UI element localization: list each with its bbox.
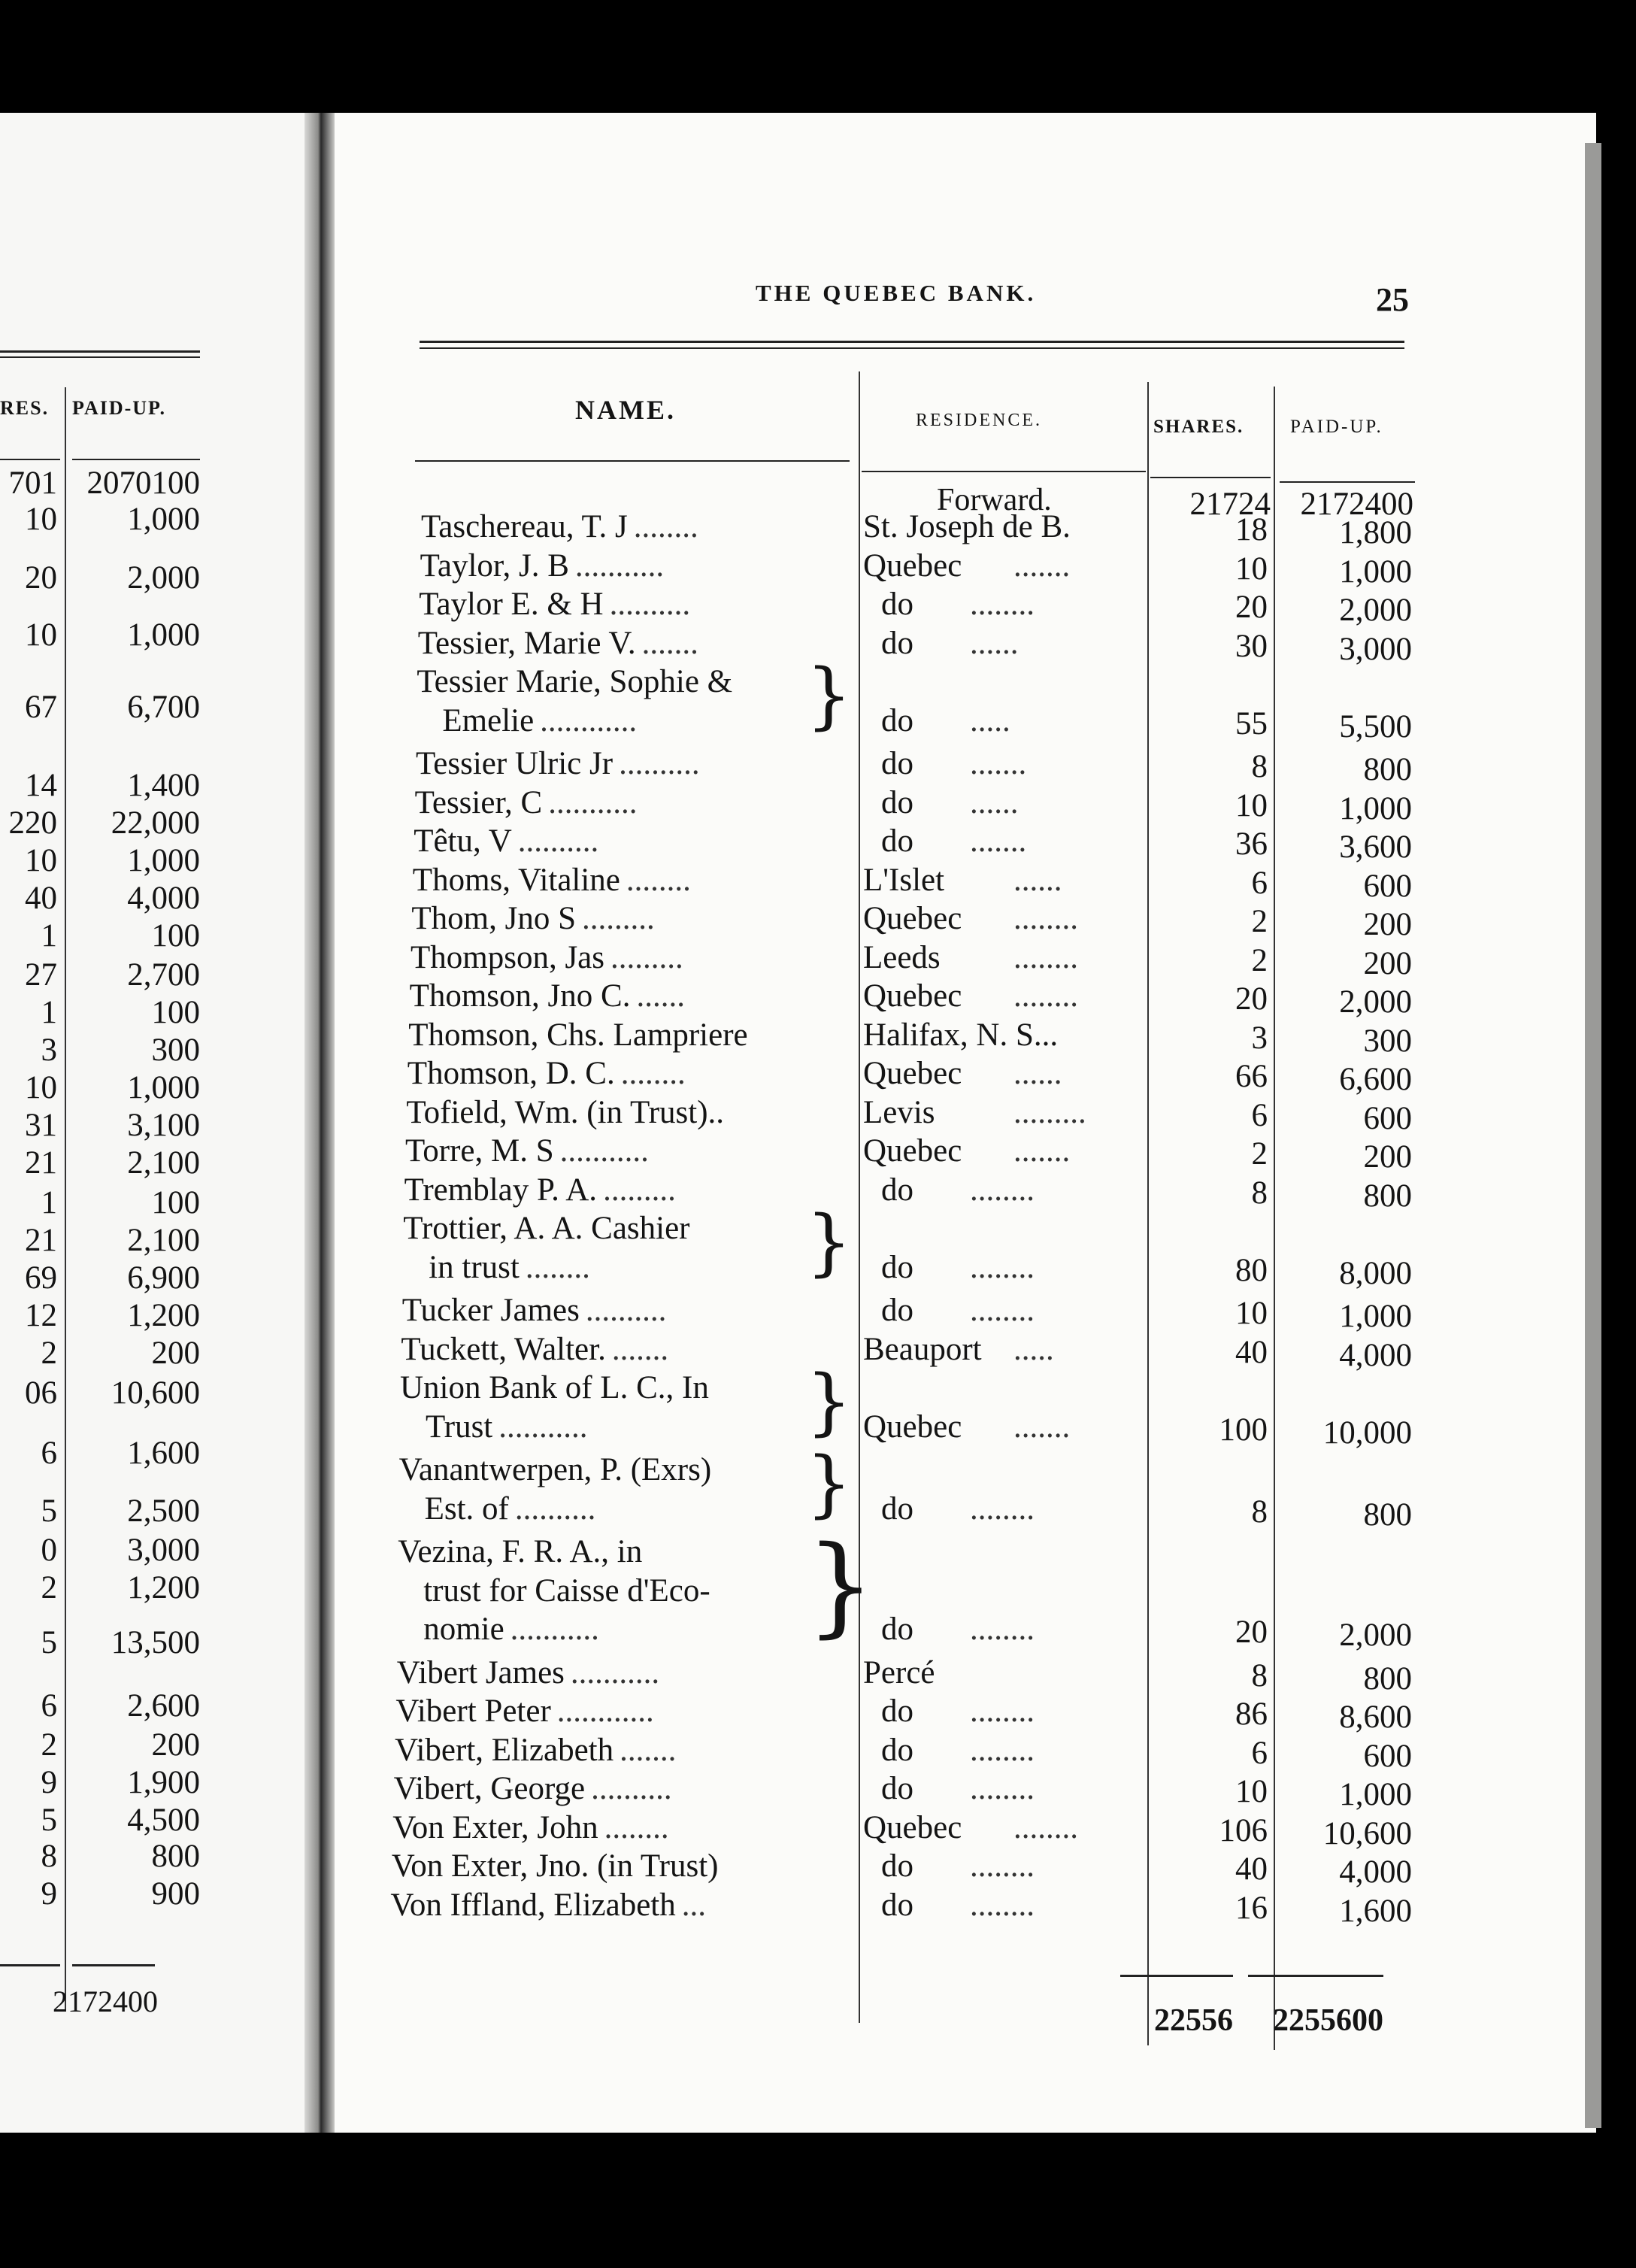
left-paid-cell: 3,000 [127,1533,200,1568]
left-shares-cell: 9 [41,1876,57,1912]
entry-residence: do [881,1612,913,1647]
total-shares: 22556 [1154,2003,1233,2038]
entry-shares: 55 [1235,705,1268,741]
residence-leader-dots: ........ [1013,1809,1078,1845]
residence-leader-dots: ......... [1013,1094,1086,1130]
leader-dots: ...... [636,978,685,1014]
entry-name: Vanantwerpen, P. (Exrs) [398,1452,712,1487]
leader-dots: ........ [626,862,691,898]
entry-paid-up: 600 [1363,1100,1412,1136]
entry-name-cont: nomie [423,1612,504,1647]
shares-header-rule [1150,477,1271,478]
left-shares-cell: 1 [41,918,57,954]
entry-paid-up: 200 [1363,1139,1412,1175]
left-header-rule-a [0,459,60,460]
left-shares-cell: 31 [25,1108,57,1143]
shares-divider [1147,382,1149,2045]
entry-name: Vibert, George [393,1771,586,1806]
left-shares-cell: 10 [25,617,57,653]
entry-name: Tessier Ulric Jr [416,746,614,781]
entry-shares: 8 [1251,749,1268,784]
entry-paid-up: 200 [1363,907,1412,942]
entry-name: Taschereau, T. J [421,509,628,544]
entry-name: Thomson, D. C. [407,1056,615,1091]
residence-leader-dots: ........ [970,1887,1035,1923]
entry-paid-up: 2,000 [1339,1618,1412,1653]
left-shares-cell: 1 [41,995,57,1030]
entry-paid-up: 200 [1363,945,1412,981]
entry-name: Trottier, A. A. Cashier [403,1211,690,1246]
left-total-rule-b [72,1964,155,1966]
leader-dots: ........... [498,1408,588,1445]
residence-leader-dots: ........ [970,1612,1035,1647]
left-shares-cell: 701 [8,465,57,501]
book-gutter [304,113,335,2133]
left-header-rule-b [72,459,200,460]
left-shares-cell: 20 [25,560,57,596]
entry-shares: 20 [1235,590,1268,625]
left-shares-cell: 2 [41,1570,57,1605]
leader-dots: ....... [611,1331,669,1367]
entry-name-cont: in trust [429,1249,520,1285]
entry-residence: Quebec [863,547,962,584]
left-shares-cell: 2 [41,1727,57,1763]
forward-shares: 21724 [1189,487,1271,522]
left-paid-cell: 1,400 [127,768,200,803]
entry-name: Tessier, Marie V. [417,625,636,661]
entry-residence: Quebec [863,901,962,936]
entry-shares: 16 [1235,1890,1268,1926]
entry-residence: Quebec [863,1133,962,1169]
entry-residence: do [881,1693,913,1729]
left-paid-cell: 2,100 [127,1223,200,1258]
left-shares-cell: 5 [41,1803,57,1838]
leader-dots: ........... [510,1612,599,1647]
entry-residence: Beauport [863,1331,982,1367]
header-paid-up: PAID-UP. [1290,417,1383,437]
entry-residence: Levis [863,1094,935,1130]
left-paid-cell: 800 [151,1839,200,1874]
left-paid-cell: 2,700 [127,957,200,993]
residence-leader-dots: ....... [1013,1408,1071,1445]
leader-dots: ........... [559,1133,649,1169]
entry-name: Tofield, Wm. (in Trust).. [406,1094,725,1130]
residence-leader-dots: ........ [1013,978,1078,1014]
entry-shares: 10 [1235,550,1268,587]
entry-name: Thompson, Jas [411,939,604,975]
left-shares-cell: 21 [25,1145,57,1181]
left-shares-cell: 6 [41,1688,57,1724]
left-total-rule-a [0,1964,60,1966]
entry-shares: 20 [1235,981,1268,1017]
left-paid-cell: 100 [151,1185,200,1220]
entry-paid-up: 800 [1363,1178,1412,1214]
entry-paid-up: 8,000 [1339,1255,1412,1291]
left-shares-cell: 12 [25,1298,57,1333]
paid-divider [1274,387,1275,2050]
residence-leader-dots: ...... [970,625,1019,661]
entry-shares: 6 [1251,1097,1268,1133]
entry-shares: 8 [1251,1175,1268,1211]
total-paid-up: 2255600 [1273,2003,1383,2038]
leader-dots: ......... [582,901,655,936]
left-column-divider [65,387,66,2012]
entry-name: Taylor, J. B [420,547,569,584]
page-edge [1585,143,1601,2128]
entry-name: Vezina, F. R. A., in [398,1534,643,1569]
entry-shares: 40 [1235,1334,1268,1370]
leader-dots: .......... [514,1490,596,1527]
entry-shares: 3 [1251,1020,1268,1056]
running-head: THE QUEBEC BANK. [756,280,1037,306]
left-paid-cell: 6,700 [127,690,200,725]
leader-dots: .......... [591,1771,672,1806]
left-shares-cell: 21 [25,1223,57,1258]
entry-name: Tucker James [401,1293,580,1328]
leader-dots: ............ [556,1693,654,1729]
leader-dots: ....... [641,625,698,661]
left-paid-cell: 4,500 [127,1803,200,1838]
entry-paid-up: 3,600 [1339,829,1412,865]
left-shares-cell: 2 [41,1336,57,1371]
entry-shares: 6 [1251,1735,1268,1771]
residence-divider [859,371,860,2023]
leader-dots: .......... [609,587,691,622]
entry-name: Union Bank of L. C., In [400,1370,709,1405]
residence-leader-dots: ....... [1013,547,1071,584]
entry-shares: 8 [1251,1657,1268,1693]
leader-dots: ........ [633,509,698,544]
paid-header-rule [1280,481,1415,483]
entry-paid-up: 8,600 [1339,1699,1412,1735]
entry-paid-up: 1,600 [1339,1893,1412,1929]
entry-name: Von Iffland, Elizabeth [390,1887,676,1923]
entry-name: Vibert Peter [395,1693,551,1729]
entry-name-cont: trust for Caisse d'Eco- [423,1572,710,1609]
entry-paid-up: 1,800 [1339,515,1412,550]
entry-paid-up: 800 [1363,752,1412,787]
left-paid-cell: 1,000 [127,617,200,653]
brace: } [806,1522,875,1648]
residence-leader-dots: ........ [970,587,1035,622]
leader-dots: ......... [610,939,683,975]
entry-residence: do [881,1293,913,1328]
entry-paid-up: 4,000 [1339,1337,1412,1373]
residence-leader-dots: ........ [970,1293,1035,1328]
entry-shares: 2 [1251,904,1268,939]
left-header-shares: RES. [0,397,50,419]
residence-leader-dots: ........ [970,1732,1035,1768]
left-total-paid: 2172400 [53,1984,158,2018]
entry-paid-up: 4,000 [1339,1854,1412,1890]
left-shares-cell: 40 [25,881,57,916]
entry-name: Thomson, Chs. Lampriere [408,1017,748,1053]
brace: } [806,653,853,738]
residence-leader-dots: ....... [1013,1133,1071,1169]
left-paid-cell: 1,000 [127,502,200,537]
left-header-paid: PAID-UP. [72,397,167,419]
leader-dots: ......... [603,1172,676,1208]
residence-leader-dots: ...... [1013,862,1062,898]
entry-name: Von Exter, John [392,1809,598,1845]
entry-paid-up: 10,600 [1322,1815,1412,1851]
leader-dots: ........ [620,1056,686,1091]
left-shares-cell: 67 [25,690,57,725]
entry-residence: St. Joseph de B. [863,509,1071,544]
leader-dots: .......... [619,746,700,781]
entry-residence: do [881,1249,913,1285]
leader-dots: ........... [548,784,638,820]
left-paid-cell: 200 [151,1727,200,1763]
entry-residence: do [881,1172,913,1208]
left-top-rule [0,350,200,353]
leader-dots: .......... [585,1293,667,1328]
left-paid-cell: 1,200 [127,1298,200,1333]
entry-residence: do [881,784,913,820]
entry-residence: do [881,746,913,781]
header-residence: RESIDENCE. [916,411,1042,430]
entry-name: Tremblay P. A. [404,1172,598,1208]
left-paid-cell: 2,600 [127,1688,200,1724]
entry-paid-up: 1,000 [1339,1299,1412,1334]
leader-dots: ........... [570,1654,660,1690]
top-rule-2 [420,347,1404,349]
residence-leader-dots: ........ [970,1249,1035,1285]
entry-residence: Quebec [863,1408,962,1445]
residence-leader-dots: ........ [970,1693,1035,1729]
entry-residence: do [881,587,913,622]
entry-residence: Percé [863,1654,935,1690]
left-paid-cell: 13,500 [111,1625,200,1660]
entry-shares: 10 [1235,1296,1268,1331]
residence-leader-dots: ..... [1013,1331,1054,1367]
residence-leader-dots: ........ [970,1490,1035,1527]
left-shares-cell: 14 [25,768,57,803]
entry-shares: 66 [1235,1059,1268,1094]
left-paid-cell: 3,100 [127,1108,200,1143]
left-shares-cell: 6 [41,1436,57,1471]
left-shares-cell: 1 [41,1185,57,1220]
entry-paid-up: 2,000 [1339,984,1412,1020]
entry-paid-up: 300 [1363,1023,1412,1059]
entry-name: Von Exter, Jno. (in Trust) [391,1848,719,1884]
left-paid-cell: 22,000 [111,805,200,841]
entry-residence: do [881,823,913,859]
entry-name: Thomson, Jno C. [409,978,631,1014]
left-paid-cell: 10,600 [111,1375,200,1411]
entry-name: Taylor E. & H [419,587,604,622]
entry-residence: do [881,625,913,661]
left-shares-cell: 5 [41,1625,57,1660]
left-shares-cell: 8 [41,1839,57,1874]
forward-paid-up: 2172400 [1300,487,1413,522]
entry-shares: 20 [1235,1615,1268,1650]
entry-name: Tessier, C [414,784,543,820]
residence-leader-dots: ...... [1013,1056,1062,1091]
left-shares-cell: 69 [25,1260,57,1296]
left-paid-cell: 2,500 [127,1493,200,1529]
entry-paid-up: 1,000 [1339,790,1412,826]
entry-residence: do [881,1771,913,1806]
entry-name: Tuckett, Walter. [401,1331,606,1367]
left-shares-cell: 5 [41,1493,57,1529]
residence-leader-dots: ....... [970,746,1027,781]
entry-paid-up: 5,500 [1339,708,1412,744]
residence-leader-dots: ..... [970,702,1010,738]
entry-residence: Leeds [863,939,941,975]
total-rule-paid [1248,1975,1383,1977]
left-paid-cell: 200 [151,1336,200,1371]
left-paid-cell: 2070100 [86,465,200,501]
left-shares-cell: 10 [25,502,57,537]
entry-name-cont: Est. of [424,1490,509,1527]
residence-header-rule [862,471,1146,472]
entry-shares: 6 [1251,865,1268,901]
entry-shares: 18 [1235,512,1268,547]
left-shares-cell: 10 [25,1070,57,1105]
entry-shares: 10 [1235,787,1268,823]
entry-shares: 2 [1251,1136,1268,1172]
entry-shares: 80 [1235,1252,1268,1288]
left-paid-cell: 1,000 [127,843,200,878]
entry-name-cont: Emelie [442,702,535,738]
entry-residence: Quebec [863,1809,962,1845]
residence-leader-dots: ........ [1013,939,1078,975]
name-header-rule [415,460,850,462]
entry-residence: do [881,702,913,738]
left-paid-cell: 2,100 [127,1145,200,1181]
entry-paid-up: 600 [1363,1738,1412,1774]
leader-dots: ........ [604,1809,669,1845]
entry-name-cont: Trust [426,1408,493,1445]
entry-paid-up: 800 [1363,1660,1412,1696]
entry-shares: 10 [1235,1774,1268,1809]
entry-name: Torre, M. S [405,1133,554,1169]
left-shares-cell: 3 [41,1032,57,1068]
entry-name: Têtu, V [414,823,512,859]
top-rule [420,341,1404,343]
entry-shares: 8 [1251,1493,1268,1530]
left-shares-cell: 06 [25,1375,57,1411]
entry-shares: 36 [1235,826,1268,862]
left-top-rule-2 [0,356,200,358]
entry-paid-up: 800 [1363,1496,1412,1533]
header-shares: SHARES. [1153,417,1244,437]
left-shares-cell: 220 [8,805,57,841]
entry-residence: Quebec [863,978,962,1014]
residence-leader-dots: ........ [1013,901,1078,936]
entry-residence: L'Islet [863,862,945,898]
left-paid-cell: 900 [151,1876,200,1912]
residence-leader-dots: ........ [970,1848,1035,1884]
entry-residence: do [881,1732,913,1768]
total-rule-shares [1120,1975,1233,1977]
leader-dots: .......... [517,823,599,859]
entry-shares: 30 [1235,628,1268,664]
left-paid-cell: 1,600 [127,1436,200,1471]
leader-dots: ........ [525,1249,590,1285]
entry-name: Thom, Jno S [411,901,577,936]
entry-shares: 2 [1251,942,1268,978]
leader-dots: ... [681,1887,706,1923]
left-shares-cell: 27 [25,957,57,993]
left-paid-cell: 2,000 [127,560,200,596]
left-paid-cell: 1,000 [127,1070,200,1105]
entry-shares: 100 [1219,1411,1268,1448]
entry-paid-up: 1,000 [1339,1777,1412,1812]
page-number: 25 [1376,281,1409,318]
left-paid-cell: 100 [151,995,200,1030]
entry-paid-up: 10,000 [1322,1414,1412,1451]
leader-dots: ........... [574,547,665,584]
entry-name: Tessier Marie, Sophie & [417,664,733,699]
entry-residence: Halifax, N. S... [863,1017,1059,1053]
left-paid-cell: 1,900 [127,1765,200,1800]
entry-name: Vibert, Elizabeth [395,1732,614,1768]
entry-shares: 106 [1219,1812,1268,1848]
entry-name: Thoms, Vitaline [412,862,620,898]
left-shares-cell: 10 [25,843,57,878]
entry-residence: do [881,1490,913,1527]
residence-leader-dots: ...... [970,784,1019,820]
entry-shares: 40 [1235,1851,1268,1887]
entry-paid-up: 2,000 [1339,593,1412,628]
leader-dots: ............ [540,702,638,738]
entry-paid-up: 600 [1363,868,1412,904]
left-shares-cell: 0 [41,1533,57,1568]
entry-name: Vibert James [396,1654,565,1690]
entry-paid-up: 1,000 [1339,553,1412,590]
left-paid-cell: 6,900 [127,1260,200,1296]
entry-residence: do [881,1887,913,1923]
brace: } [806,1360,853,1444]
left-paid-cell: 300 [151,1032,200,1068]
entry-paid-up: 3,000 [1339,631,1412,667]
residence-leader-dots: ....... [970,823,1027,859]
brace: } [806,1200,853,1284]
left-shares-cell: 9 [41,1765,57,1800]
left-paid-cell: 4,000 [127,881,200,916]
leader-dots: ....... [620,1732,677,1768]
residence-leader-dots: ........ [970,1172,1035,1208]
left-paid-cell: 1,200 [127,1570,200,1605]
entry-residence: Quebec [863,1056,962,1091]
header-name: NAME. [575,395,676,425]
entry-residence: do [881,1848,913,1884]
forward-label: Forward. [937,483,1052,517]
residence-leader-dots: ........ [970,1771,1035,1806]
brace: } [806,1442,853,1526]
left-paid-cell: 100 [151,918,200,954]
entry-paid-up: 6,600 [1339,1062,1412,1097]
entry-shares: 86 [1235,1696,1268,1732]
